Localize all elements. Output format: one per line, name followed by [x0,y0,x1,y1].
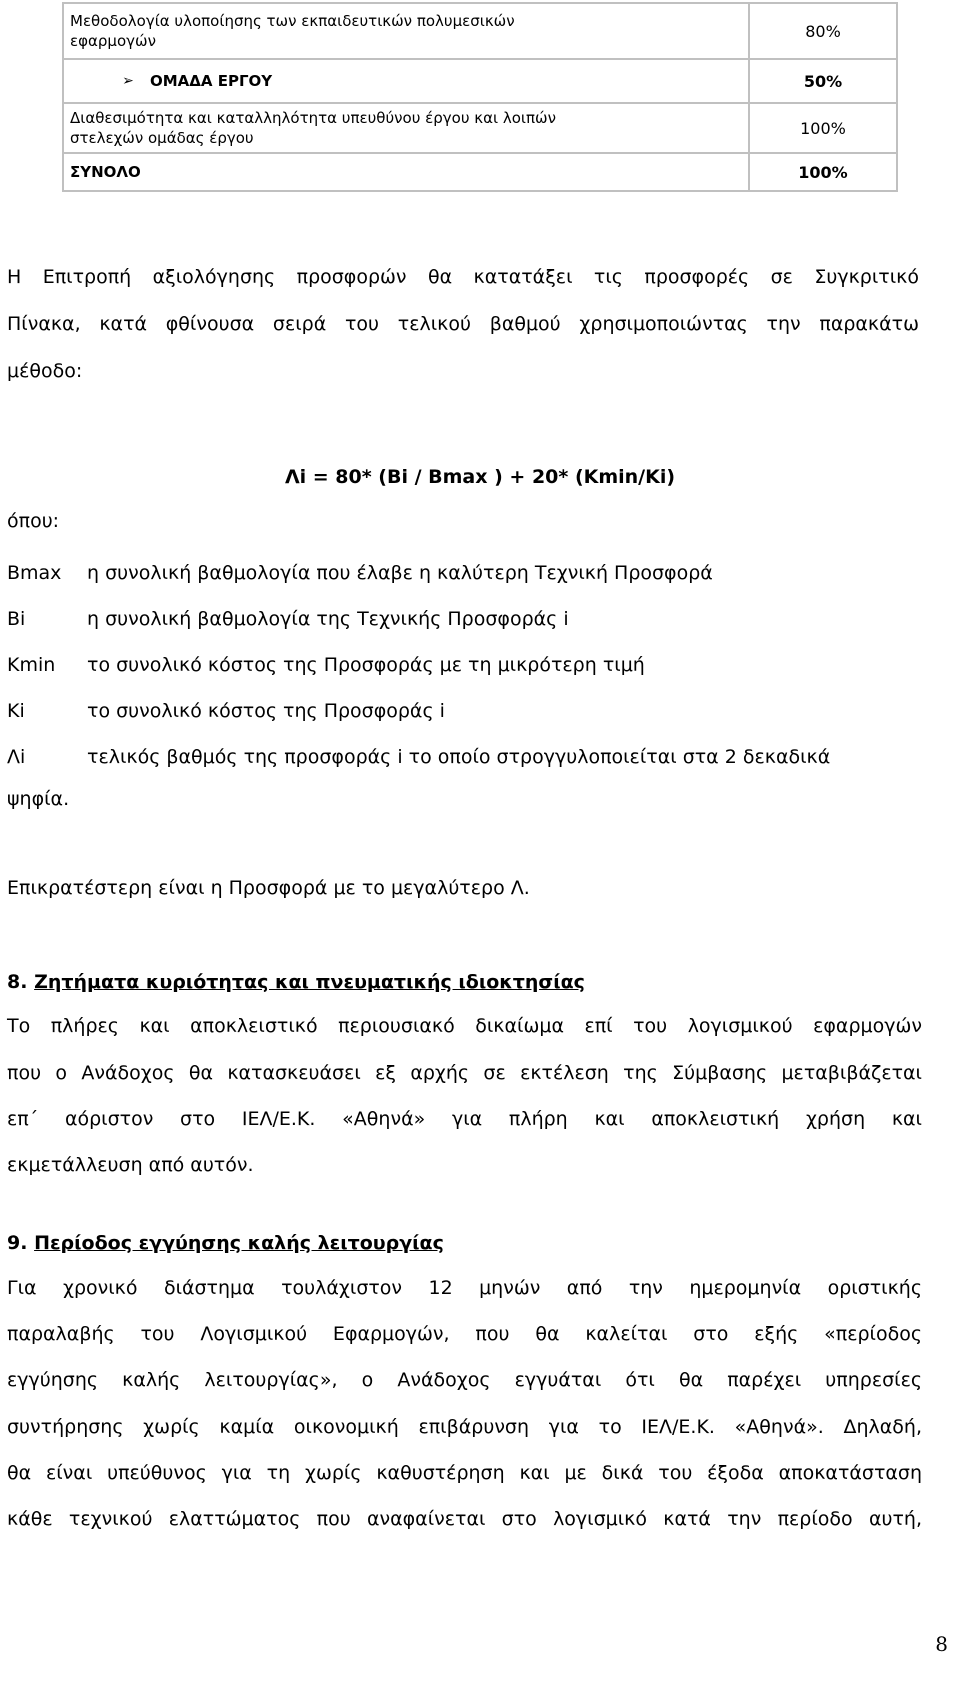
intro-line: Πίνακα, κατά φθίνουσα σειρά του τελικού βαθμού χρησιμοποιώντας την παρακάτω [7,313,919,335]
intro-line: Η Επιτροπή αξιολόγησης προσφορών θα κατατάξει τις προσφορές σε Συγκριτικό [7,266,919,288]
definition-desc: τελικός βαθμός της προσφοράς i το οποίο στρογγυλοποιείται στα 2 δεκαδικά [87,746,831,768]
scoring-formula: Λi = 80* (Bi / Bmax ) + 20* (Kmin/Ki) [284,466,676,488]
paragraph-line: εκμετάλλευση από αυτόν. [7,1154,254,1176]
criterion-weight: 50% [749,59,897,103]
definition-row [7,561,922,607]
table-row [63,3,897,59]
section-number: 9. [7,1232,28,1254]
criterion-weight: 80% [749,3,897,59]
definition-desc: το συνολικό κόστος της Προσφοράς με τη μικρότερη τιμή [87,654,645,676]
paragraph-line: συντήρησης χωρίς καμία οικονομική επιβάρυνση για το ΙΕΛ/Ε.Κ. «Αθηνά». Δηλαδή, [7,1416,922,1438]
total-weight: 100% [749,153,897,191]
table-row [63,103,897,153]
paragraph-line: που ο Ανάδοχος θα κατασκευάσει εξ αρχής σε εκτέλεση της Σύμβασης μεταβιβάζεται [7,1062,922,1084]
definition-desc: η συνολική βαθμολογία της Τεχνικής Προσφοράς i [87,608,569,630]
paragraph-line: θα είναι υπεύθυνος για τη χωρίς καθυστέρηση και με δικά του έξοδα αποκατάσταση [7,1462,922,1484]
paragraph-line: Για χρονικό διάστημα τουλάχιστον 12 μηνών από την ημερομηνία οριστικής [7,1277,922,1299]
definition-term: Bmax [7,562,62,584]
criterion-label: ➢ ΟΜΑΔΑ ΕΡΓΟΥ [63,59,749,103]
definition-term: Ki [7,700,25,722]
section-number: 8. [7,971,28,993]
criterion-weight: 100% [749,103,897,153]
section-8-heading [7,970,585,995]
section-title: Ζητήματα κυριότητας και πνευματικής ιδιοκτησίας [34,971,585,993]
paragraph-line: Το πλήρες και αποκλειστικό περιουσιακό δικαίωμα επί του λογισμικού εφαρμογών [7,1015,922,1037]
definition-term: Λi [7,746,26,768]
criterion-label: Μεθοδολογία υλοποίησης των εκπαιδευτικών πολυμεσικών εφαρμογών [63,3,749,59]
definition-row [7,745,922,787]
definitions-list [7,561,922,833]
section-9-heading [7,1231,444,1256]
total-label: ΣΥΝΟΛΟ [63,153,749,191]
definition-row [7,607,922,653]
criterion-label: Διαθεσιμότητα και καταλληλότητα υπευθύνου έργου και λοιπών στελεχών ομάδας έργου [63,103,749,153]
paragraph-line: κάθε τεχνικού ελαττώματος που αναφαίνεται στο λογισμικό κατά την περίοδο αυτή, [7,1508,922,1530]
table-row [63,153,897,191]
definition-row [7,653,922,699]
intro-line: μέθοδο: [7,360,83,382]
criteria-weights-table [62,2,898,192]
page-number: 8 [935,1632,948,1656]
winner-note: Επικρατέστερη είναι η Προσφορά με το μεγαλύτερο Λ. [7,877,530,899]
paragraph-line: εγγύησης καλής λειτουργίας», ο Ανάδοχος εγγυάται ότι θα παρέχει υπηρεσίες [7,1369,922,1391]
definition-term: Kmin [7,654,56,676]
paragraph-line: παραλαβής του Λογισμικού Εφαρμογών, που θα καλείται στο εξής «περίοδος [7,1323,922,1345]
definition-term: Bi [7,608,26,630]
arrow-bullet-icon: ➢ [122,73,134,89]
definition-row [7,699,922,745]
table-row [63,59,897,103]
section-title: Περίοδος εγγύησης καλής λειτουργίας [34,1232,444,1254]
definition-desc: το συνολικό κόστος της Προσφοράς i [87,700,445,722]
definition-tail: ψηφία. [7,788,70,810]
definition-desc: η συνολική βαθμολογία που έλαβε η καλύτερη Τεχνική Προσφορά [87,562,713,584]
paragraph-line: επ΄ αόριστον στο ΙΕΛ/Ε.Κ. «Αθηνά» για πλήρη και αποκλειστική χρήση και [7,1108,922,1130]
where-label: όπου: [7,510,60,532]
